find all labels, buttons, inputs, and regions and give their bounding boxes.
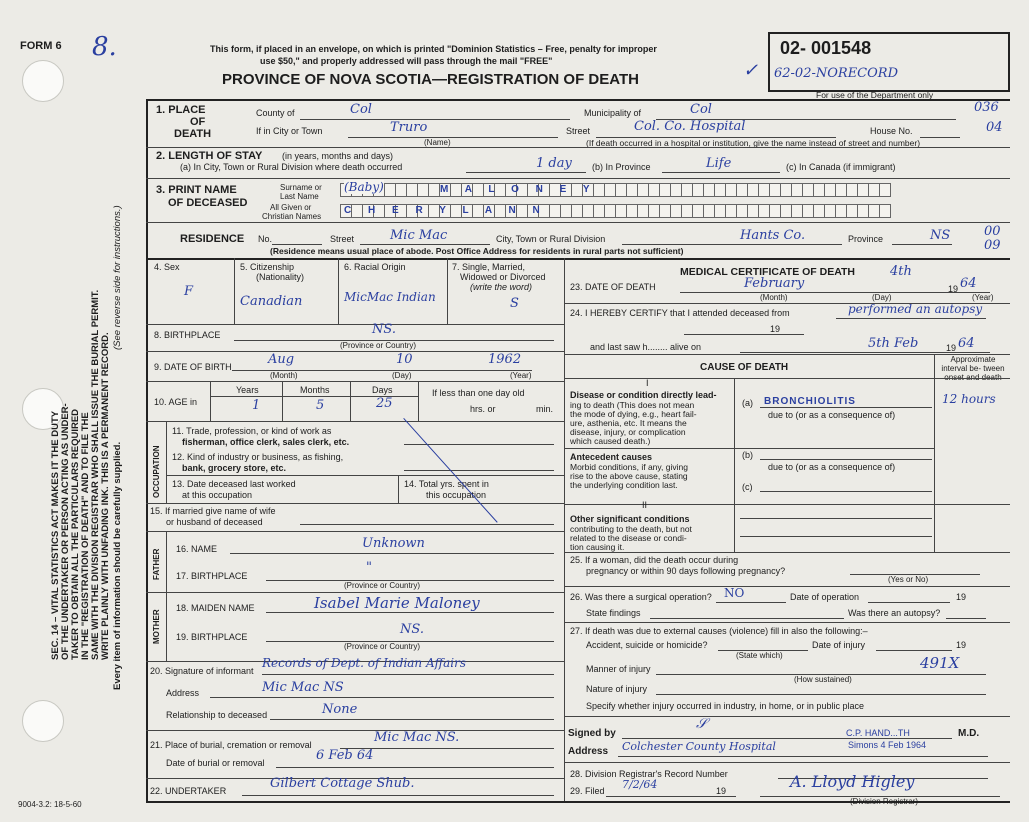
nationality-label: (Nationality) [256, 272, 305, 282]
marital-label-2: Widowed or Divorced [460, 272, 546, 282]
registrar-signature: A. Lloyd Higley [790, 772, 915, 791]
md-label: M.D. [958, 728, 980, 739]
mother-birthplace-value: NS. [400, 622, 424, 637]
birthplace-caption: (Province or Country) [340, 341, 417, 350]
residence-no-label: No. [258, 234, 273, 244]
given-label-1: All Given or [270, 203, 312, 212]
mother-maiden-value: Isabel Marie Maloney [314, 594, 480, 612]
other-conditions-label-3: related to the disease or condi- [570, 533, 687, 543]
age-label: 10. AGE in [154, 397, 198, 407]
surname-letters: M A L O N E Y [440, 184, 597, 195]
stay-city-label: (a) In City, Town or Rural Division where death occurred [180, 162, 403, 172]
filed-19: 19 [716, 786, 727, 796]
given-label-2: Christian Names [262, 212, 322, 221]
cause-a-label: (a) [742, 398, 753, 408]
residence-city-label: City, Town or Rural Division [496, 234, 606, 244]
operation-19: 19 [956, 592, 967, 602]
total-years-label-1: 14. Total yrs. spent in [404, 479, 489, 489]
medical-certificate-heading: MEDICAL CERTIFICATE OF DEATH [680, 266, 855, 278]
interval-label: Approximate interval be- tween onset and death [941, 355, 1005, 382]
cause-c-label: (c) [742, 482, 753, 492]
father-label: FATHER [152, 548, 161, 580]
city-name-caption: (Name) [424, 138, 451, 147]
last-saw-19: 19 [946, 343, 957, 353]
age-months-label: Months [300, 385, 330, 395]
surname-label-1: Surname or [280, 183, 322, 192]
letter-cell [879, 183, 891, 197]
last-saw-label: and last saw h........ alive on [590, 342, 702, 352]
dob-label: 9. DATE OF BIRTH [154, 362, 232, 372]
cause-a-value: BRONCHIOLITIS [764, 396, 856, 407]
surgical-value: NO [724, 586, 745, 600]
informant-address-value: Mic Mac NS [262, 680, 344, 695]
father-birthplace-label: 17. BIRTHPLACE [176, 571, 248, 581]
death-year-value: 64 [960, 276, 977, 291]
residence-city-value: Hants Co. [740, 228, 806, 243]
city-value: Truro [390, 120, 428, 135]
residence-province-value: NS [930, 228, 951, 243]
racial-origin-value: MicMac Indian [344, 290, 436, 304]
residence-label: RESIDENCE [180, 233, 245, 245]
nature-label: Nature of injury [586, 684, 648, 694]
surname-label-2: Last Name [280, 192, 319, 201]
stay-city-value: 1 day [536, 156, 572, 171]
racial-origin-label: 6. Racial Origin [344, 262, 406, 272]
occupation-label: OCCUPATION [152, 445, 161, 498]
age-days-label: Days [372, 385, 393, 395]
residence-province-label: Province [848, 234, 884, 244]
mail-note-1: This form, if placed in an envelope, on which is printed "Dominion Statistics – Free, penalty for improper [210, 44, 657, 54]
mother-label: MOTHER [152, 609, 161, 644]
last-saw-value: 5th Feb [868, 336, 919, 351]
age-years-value: 1 [252, 398, 261, 413]
mother-birthplace-caption: (Province or Country) [344, 642, 421, 651]
punch-hole-bottom [22, 700, 64, 742]
yes-no-caption: (Yes or No) [888, 575, 929, 584]
code-09: 09 [984, 238, 1001, 253]
of-label: OF [190, 116, 206, 128]
registration-stamp: 62-02-NORECORD [774, 66, 898, 81]
dob-day-value: 10 [396, 352, 413, 367]
side-text-7: Every item of information should be carefully supplied. [112, 441, 123, 690]
death-label: DEATH [174, 128, 212, 140]
burial-date-value: 6 Feb 64 [316, 748, 374, 763]
father-birthplace-value: " [366, 560, 372, 575]
death-year-19: 19 [948, 284, 959, 294]
check-mark: ✓ [743, 60, 759, 81]
undertaker-label: 22. UNDERTAKER [150, 786, 227, 796]
birthplace-value: NS. [372, 322, 396, 337]
other-conditions-label-2: contributing to the death, but not [570, 524, 692, 534]
dob-day-caption: (Day) [392, 371, 412, 380]
street-label: Street [566, 126, 591, 136]
interval-a-value: 12 hours [942, 392, 996, 406]
length-of-stay-units: (in years, months and days) [282, 151, 394, 161]
certify-19: 19 [770, 324, 781, 334]
marital-label-3: (write the word) [470, 282, 533, 292]
citizenship-value: Canadian [240, 294, 303, 309]
form-number: FORM 6 [20, 40, 62, 52]
form-title: PROVINCE OF NOVA SCOTIA—REGISTRATION OF DEATH [222, 71, 639, 88]
relationship-value: None [322, 702, 358, 717]
side-text-2: OF THE UNDERTAKER OR PERSON ACTING AS UNDER- [60, 403, 71, 660]
mother-maiden-label: 18. MAIDEN NAME [176, 603, 255, 613]
code-00: 00 [984, 224, 1001, 239]
antecedent-label-2: Morbid conditions, if any, giving [570, 462, 688, 472]
disease-label-2: ing to death (This does not mean [570, 400, 695, 410]
trade-label-1: 11. Trade, profession, or kind of work as [172, 426, 332, 436]
signed-value: C.P. HAND...TH [846, 728, 910, 738]
division-registrar-caption: (Division Registrar) [850, 797, 919, 806]
death-day-value: 4th [890, 264, 912, 279]
antecedent-label-3: rise to the above cause, stating [570, 471, 688, 481]
antecedent-label-1: Antecedent causes [570, 452, 653, 462]
disease-label-1: Disease or condition directly lead- [570, 390, 717, 400]
death-month-caption: (Month) [760, 293, 788, 302]
stay-province-label: (b) In Province [592, 162, 651, 172]
accident-label: Accident, suicide or homicide? [586, 640, 708, 650]
mail-note-2: use $50," and properly addressed will pass through the mail "FREE" [260, 56, 553, 66]
side-text-1: SEC. 14 – VITAL STATISTICS ACT MAKES IT THE DUTY [50, 410, 61, 660]
sex-value: F [184, 284, 194, 299]
hrs-label: hrs. or [470, 404, 496, 414]
spouse-label-1: 15. If married give name of wife [150, 506, 276, 516]
code-04: 04 [986, 120, 1003, 135]
disease-label-6: which caused death.) [570, 436, 651, 446]
marital-value: S [510, 296, 519, 311]
spouse-label-2: or husband of deceased [166, 517, 263, 527]
print-name-label: 3. PRINT NAME [156, 184, 237, 196]
citizenship-label: 5. Citizenship [240, 262, 295, 272]
pregnancy-label-2: pregnancy or within 90 days following pregnancy? [586, 566, 786, 576]
disease-label-5: disease, injury, or complication [570, 427, 686, 437]
disease-label-4: ure, asthenia, etc. It means the [570, 418, 687, 428]
roman-two: II [642, 500, 648, 510]
death-day-caption: (Day) [872, 293, 892, 302]
other-conditions-label-4: tion causing it. [570, 542, 625, 552]
min-label: min. [536, 404, 554, 414]
hospital-note: (If death occurred in a hospital or institution, give the name instead of street and number) [586, 138, 921, 148]
signature-address-label: Address [568, 746, 609, 757]
given-letters: C H E R Y L A N N [344, 205, 547, 216]
how-sustained-caption: (How sustained) [794, 675, 852, 684]
dob-year-value: 1962 [488, 352, 522, 367]
industry-label-2: bank, grocery store, etc. [182, 463, 287, 473]
residence-street-label: Street [330, 234, 355, 244]
informant-address-label: Address [166, 688, 200, 698]
state-findings-label: State findings [586, 608, 641, 618]
cause-b-label: (b) [742, 450, 753, 460]
trade-label-2: fisherman, office clerk, sales clerk, etc. [182, 437, 350, 447]
father-birthplace-caption: (Province or Country) [344, 581, 421, 590]
informant-label: 20. Signature of informant [150, 666, 254, 676]
age-days-value: 25 [376, 396, 393, 411]
stay-canada-label: (c) In Canada (if immigrant) [786, 162, 896, 172]
department-use-note: For use of the Department only [816, 90, 934, 100]
side-text-6: WRITE PLAINLY WITH UNFADING INK. THIS IS A PERMANENT RECORD. [100, 332, 111, 660]
date-of-death-label: 23. DATE OF DEATH [570, 282, 656, 292]
side-text-5: SAME WITH THE DIVISION REGISTRAR WHO SHALL ISSUE THE BURIAL PERMIT. [90, 289, 101, 660]
antecedent-label-4: the underlying condition last. [570, 480, 678, 490]
father-name-label: 16. NAME [176, 544, 218, 554]
side-text-8: (See reverse side for instructions.) [112, 205, 123, 350]
signed-scribble: 𝒮 [696, 716, 707, 732]
dob-month-caption: (Month) [270, 371, 298, 380]
certify-label: 24. I HEREBY CERTIFY that I attended deceased from [570, 308, 790, 318]
marital-label-1: 7. Single, Married, [452, 262, 526, 272]
attended-value: performed an autopsy [848, 302, 983, 316]
hospital-value: Col. Co. Hospital [634, 119, 746, 134]
date-injury-label: Date of injury [812, 640, 866, 650]
burial-value: Mic Mac NS. [374, 730, 460, 745]
due-to-a: due to (or as a consequence of) [768, 410, 896, 420]
letter-cell [879, 204, 891, 218]
length-of-stay-label: 2. LENGTH OF STAY [156, 150, 263, 162]
division-record-label: 28. Division Registrar's Record Number [570, 769, 728, 779]
total-years-label-2: this occupation [426, 490, 487, 500]
house-no-label: House No. [870, 126, 913, 136]
burial-date-label: Date of burial or removal [166, 758, 265, 768]
date-operation-label: Date of operation [790, 592, 860, 602]
signed-by-label: Signed by [568, 728, 616, 739]
code-491x: 491X [920, 654, 960, 672]
other-conditions-label-1: Other significant conditions [570, 514, 690, 524]
due-to-b: due to (or as a consequence of) [768, 462, 896, 472]
registration-number: 02- 001548 [780, 38, 872, 58]
filed-date-value: 7/2/64 [622, 778, 658, 791]
relationship-label: Relationship to deceased [166, 710, 268, 720]
signature-date-value: Simons 4 Feb 1964 [848, 740, 927, 750]
injury-19: 19 [956, 640, 967, 650]
birthplace-label: 8. BIRTHPLACE [154, 330, 221, 340]
dob-month-value: Aug [268, 352, 295, 367]
surgical-label: 26. Was there a surgical operation? [570, 592, 712, 602]
less-than-day-label: If less than one day old [432, 388, 525, 398]
informant-value: Records of Dept. of Indian Affairs [262, 656, 467, 670]
side-text-3: TAKER TO OBTAIN ALL THE PARTICULARS REQUIRED [70, 408, 81, 660]
residence-street-value: Mic Mac [390, 228, 448, 243]
place-of-death-label: 1. PLACE [156, 104, 206, 116]
city-town-label: If in City or Town [256, 126, 323, 136]
death-month-value: February [744, 276, 805, 291]
cause-of-death-heading: CAUSE OF DEATH [700, 362, 789, 373]
sex-label: 4. Sex [154, 262, 180, 272]
disease-label-3: the mode of dying, e.g., heart fail- [570, 409, 697, 419]
side-text-4: IN THE "REGISTRATION OF DEATH" AND TO FILE THE [80, 412, 91, 660]
surname-prefix: (Baby) [344, 180, 384, 194]
death-year-caption: (Year) [972, 293, 994, 302]
county-value: Col [350, 102, 372, 117]
external-causes-label: 27. If death was due to external causes (violence) fill in also the following:– [570, 626, 868, 636]
filed-label: 29. Filed [570, 786, 605, 796]
pregnancy-label-1: 25. If a woman, did the death occur during [570, 555, 739, 565]
last-worked-label-2: at this occupation [182, 490, 253, 500]
corner-mark: 8. [92, 32, 117, 62]
age-years-label: Years [236, 385, 259, 395]
last-worked-label-1: 13. Date deceased last worked [172, 479, 296, 489]
footer-code: 9004-3.2: 18-5-60 [18, 800, 82, 809]
municipality-value: Col [690, 102, 712, 117]
punch-hole-top [22, 60, 64, 102]
state-which-caption: (State which) [736, 651, 783, 660]
last-saw-year-value: 64 [958, 336, 975, 351]
of-deceased-label: OF DECEASED [168, 197, 248, 209]
undertaker-value: Gilbert Cottage Shub. [270, 776, 415, 791]
autopsy-label: Was there an autopsy? [848, 608, 941, 618]
dob-year-caption: (Year) [510, 371, 532, 380]
industry-label-1: 12. Kind of industry or business, as fishing, [172, 452, 344, 462]
age-months-value: 5 [316, 398, 325, 413]
father-name-value: Unknown [362, 536, 425, 551]
signature-address-value: Colchester County Hospital [622, 740, 776, 753]
roman-one: I [646, 378, 649, 388]
mother-birthplace-label: 19. BIRTHPLACE [176, 632, 248, 642]
county-label: County of [256, 108, 295, 118]
burial-label: 21. Place of burial, cremation or removal [150, 740, 312, 750]
specify-label: Specify whether injury occurred in industry, in home, or in public place [586, 701, 864, 711]
municipality-label: Municipality of [584, 108, 642, 118]
surname-letter-grid [340, 183, 890, 197]
manner-label: Manner of injury [586, 664, 651, 674]
code-036: 036 [974, 100, 999, 115]
residence-note: (Residence means usual place of abode. Post Office Address for residents in rural parts not sufficient) [270, 246, 684, 256]
stay-province-value: Life [706, 156, 732, 171]
